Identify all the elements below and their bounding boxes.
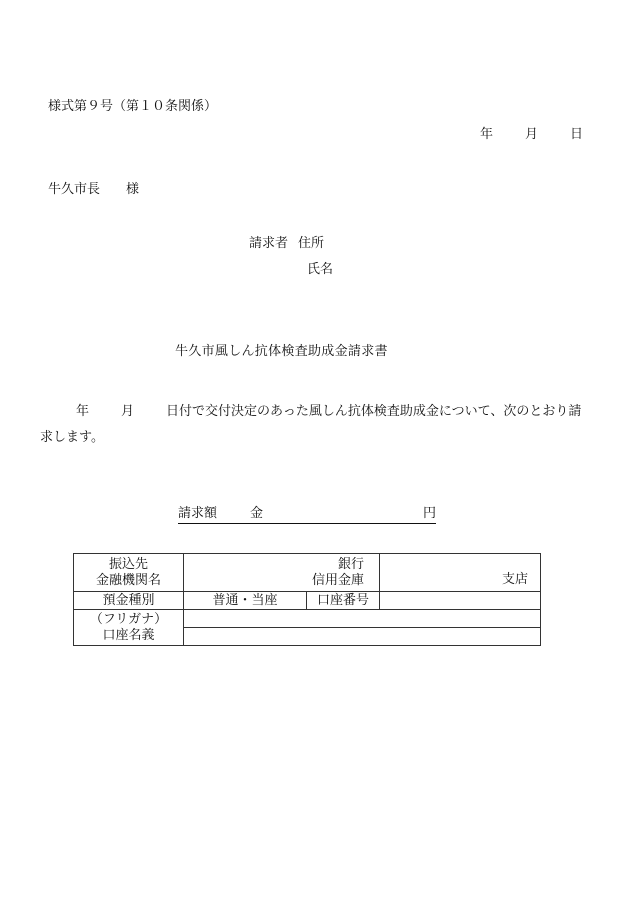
furigana-label: （フリガナ）: [89, 611, 168, 627]
date-day: 日: [570, 127, 584, 142]
account-name-label: 口座名義: [102, 627, 155, 643]
body-text: [40, 399, 585, 451]
date-line: [480, 127, 583, 143]
body-year: 年: [76, 404, 90, 419]
date-year: 年: [480, 127, 494, 142]
furigana-cell[interactable]: [184, 610, 541, 628]
bank-label-line2: 金融機関名: [95, 572, 161, 588]
claimant-name: 氏名: [307, 262, 334, 277]
account-number-cell[interactable]: [380, 592, 541, 610]
address-label: 住所: [298, 236, 325, 251]
deposit-row: [74, 592, 541, 610]
amount-label: 請求額: [178, 506, 218, 521]
bank-row: [74, 554, 541, 592]
form-number: 様式第９号（第１０条関係）: [48, 99, 218, 114]
bank-name-cell[interactable]: [184, 554, 380, 592]
date-month: 月: [525, 127, 539, 142]
bank-table: [73, 553, 541, 646]
claimant-label: 請求者: [249, 236, 289, 251]
branch-suffix: 支店: [502, 572, 529, 587]
account-name-label-cell: [74, 610, 184, 646]
furigana-row: [74, 610, 541, 628]
addressee-name: 牛久市長: [48, 182, 101, 197]
document-title: 牛久市風しん抗体検査助成金請求書: [175, 344, 388, 359]
amount-line: [178, 506, 436, 524]
amount-yen: 円: [422, 506, 436, 521]
deposit-type-value[interactable]: 普通・当座: [184, 592, 307, 610]
bank-label-line1: 振込先: [108, 556, 148, 572]
addressee: [48, 182, 139, 198]
bank-suffix: 銀行: [338, 556, 365, 572]
body-month: 月: [121, 404, 135, 419]
account-name-cell[interactable]: [184, 628, 541, 646]
bank-label-cell: [74, 554, 184, 592]
deposit-type-label: 預金種別: [74, 592, 184, 610]
account-number-label: 口座番号: [307, 592, 380, 610]
body-sentence: 日付で交付決定のあった風しん抗体検査助成金について、次のとおり請求します。: [40, 404, 582, 445]
branch-cell[interactable]: [380, 554, 541, 592]
shinkin-suffix: 信用金庫: [312, 572, 365, 588]
addressee-honorific: 様: [126, 182, 140, 197]
amount-kin: 金: [250, 506, 264, 521]
claimant-address: [249, 236, 324, 252]
